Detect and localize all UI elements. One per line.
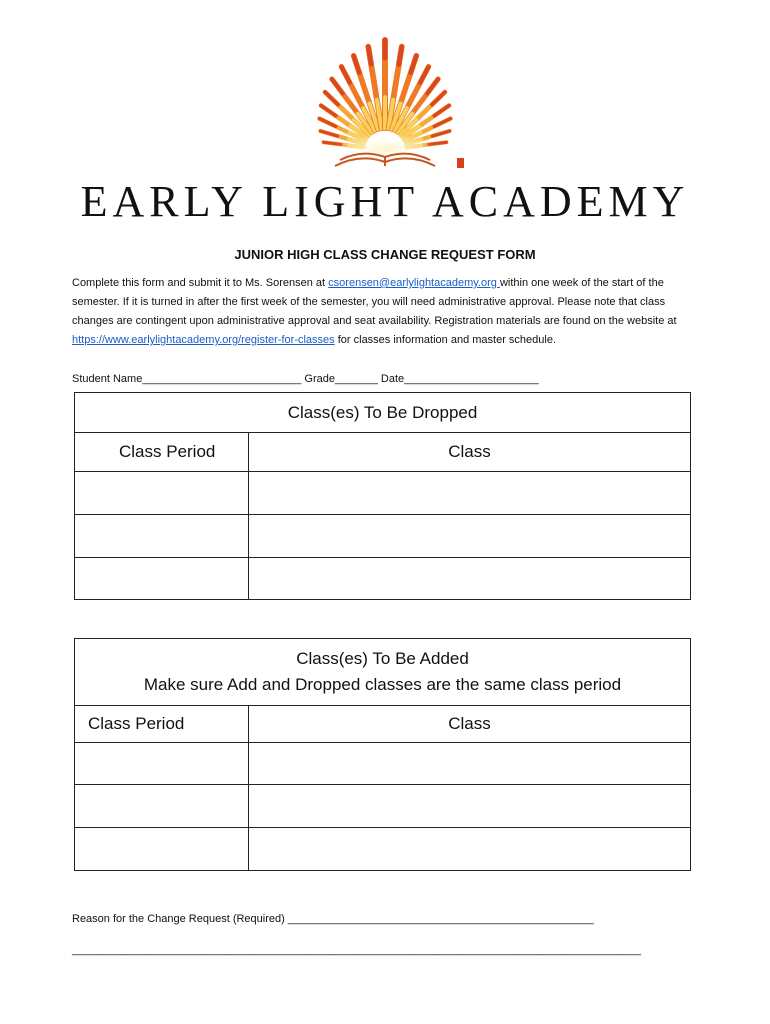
added-class-cell[interactable]: [249, 785, 691, 828]
bookmark-icon: [457, 158, 464, 168]
email-link[interactable]: csorensen@earlylightacademy.org: [328, 277, 500, 289]
added-table-subtitle: Make sure Add and Dropped classes are the same class period: [143, 675, 622, 694]
dropped-col-class: Class: [249, 433, 691, 472]
dropped-class-cell[interactable]: [249, 515, 691, 558]
intro-text-1: Complete this form and submit it to Ms. Sorensen at: [72, 277, 329, 289]
reason-continuation-line[interactable]: _____________________________________________________________________________________________: [72, 944, 641, 956]
added-table-title: Class(es) To Be Added: [296, 649, 469, 668]
sun-ray-tip: [368, 47, 371, 65]
added-period-cell[interactable]: [75, 743, 249, 785]
sun-ray-tip: [434, 105, 449, 115]
added-class-cell[interactable]: [249, 828, 691, 871]
dropped-classes-table: [74, 392, 691, 600]
sun-ray-tip: [321, 105, 336, 115]
intro-text-3: for classes information and master schedule.: [334, 334, 556, 346]
sun-ray-tip: [332, 79, 343, 93]
student-info-line[interactable]: Student Name__________________________ Grade_______ Date______________________: [72, 373, 539, 385]
added-col-period: Class Period: [75, 706, 249, 743]
added-period-cell[interactable]: [75, 828, 249, 871]
sun-ray-tip: [354, 56, 360, 73]
sun-ray-tip: [319, 119, 335, 127]
sun-ray-tip: [325, 92, 338, 105]
sun-ray-tip: [411, 56, 417, 73]
form-title: JUNIOR HIGH CLASS CHANGE REQUEST FORM: [234, 247, 536, 262]
added-classes-table: [74, 638, 691, 871]
dropped-period-cell[interactable]: [75, 515, 249, 558]
reason-line[interactable]: Reason for the Change Request (Required) __________________________________________________: [72, 913, 594, 925]
academy-name: EARLY LIGHT ACADEMY: [80, 177, 690, 226]
added-col-class: Class: [249, 706, 691, 743]
dropped-col-period: Class Period: [75, 433, 249, 472]
intro-paragraph: [72, 274, 692, 350]
dropped-period-cell[interactable]: [75, 558, 249, 600]
added-class-cell[interactable]: [249, 743, 691, 785]
added-period-cell[interactable]: [75, 785, 249, 828]
sun-ray-tip: [427, 79, 438, 93]
dropped-class-cell[interactable]: [249, 558, 691, 600]
sun-ray-tip: [432, 92, 445, 105]
sun-rays: [319, 40, 450, 147]
sun-ray-tip: [399, 47, 402, 65]
dropped-class-cell[interactable]: [249, 472, 691, 515]
dropped-table-title: Class(es) To Be Dropped: [75, 393, 691, 433]
register-link[interactable]: https://www.earlylightacademy.org/register-for-classes: [72, 334, 335, 346]
dropped-period-cell[interactable]: [75, 472, 249, 515]
sun-ray-tip: [434, 119, 450, 127]
intro-text-2: within one week of the start of the semester. If it is turned in after the first week of the semester, you will need administrative approval. Please note that class changes are contingent upon administrative approval and seat availability. Registration materials are found on the website at: [72, 277, 677, 327]
